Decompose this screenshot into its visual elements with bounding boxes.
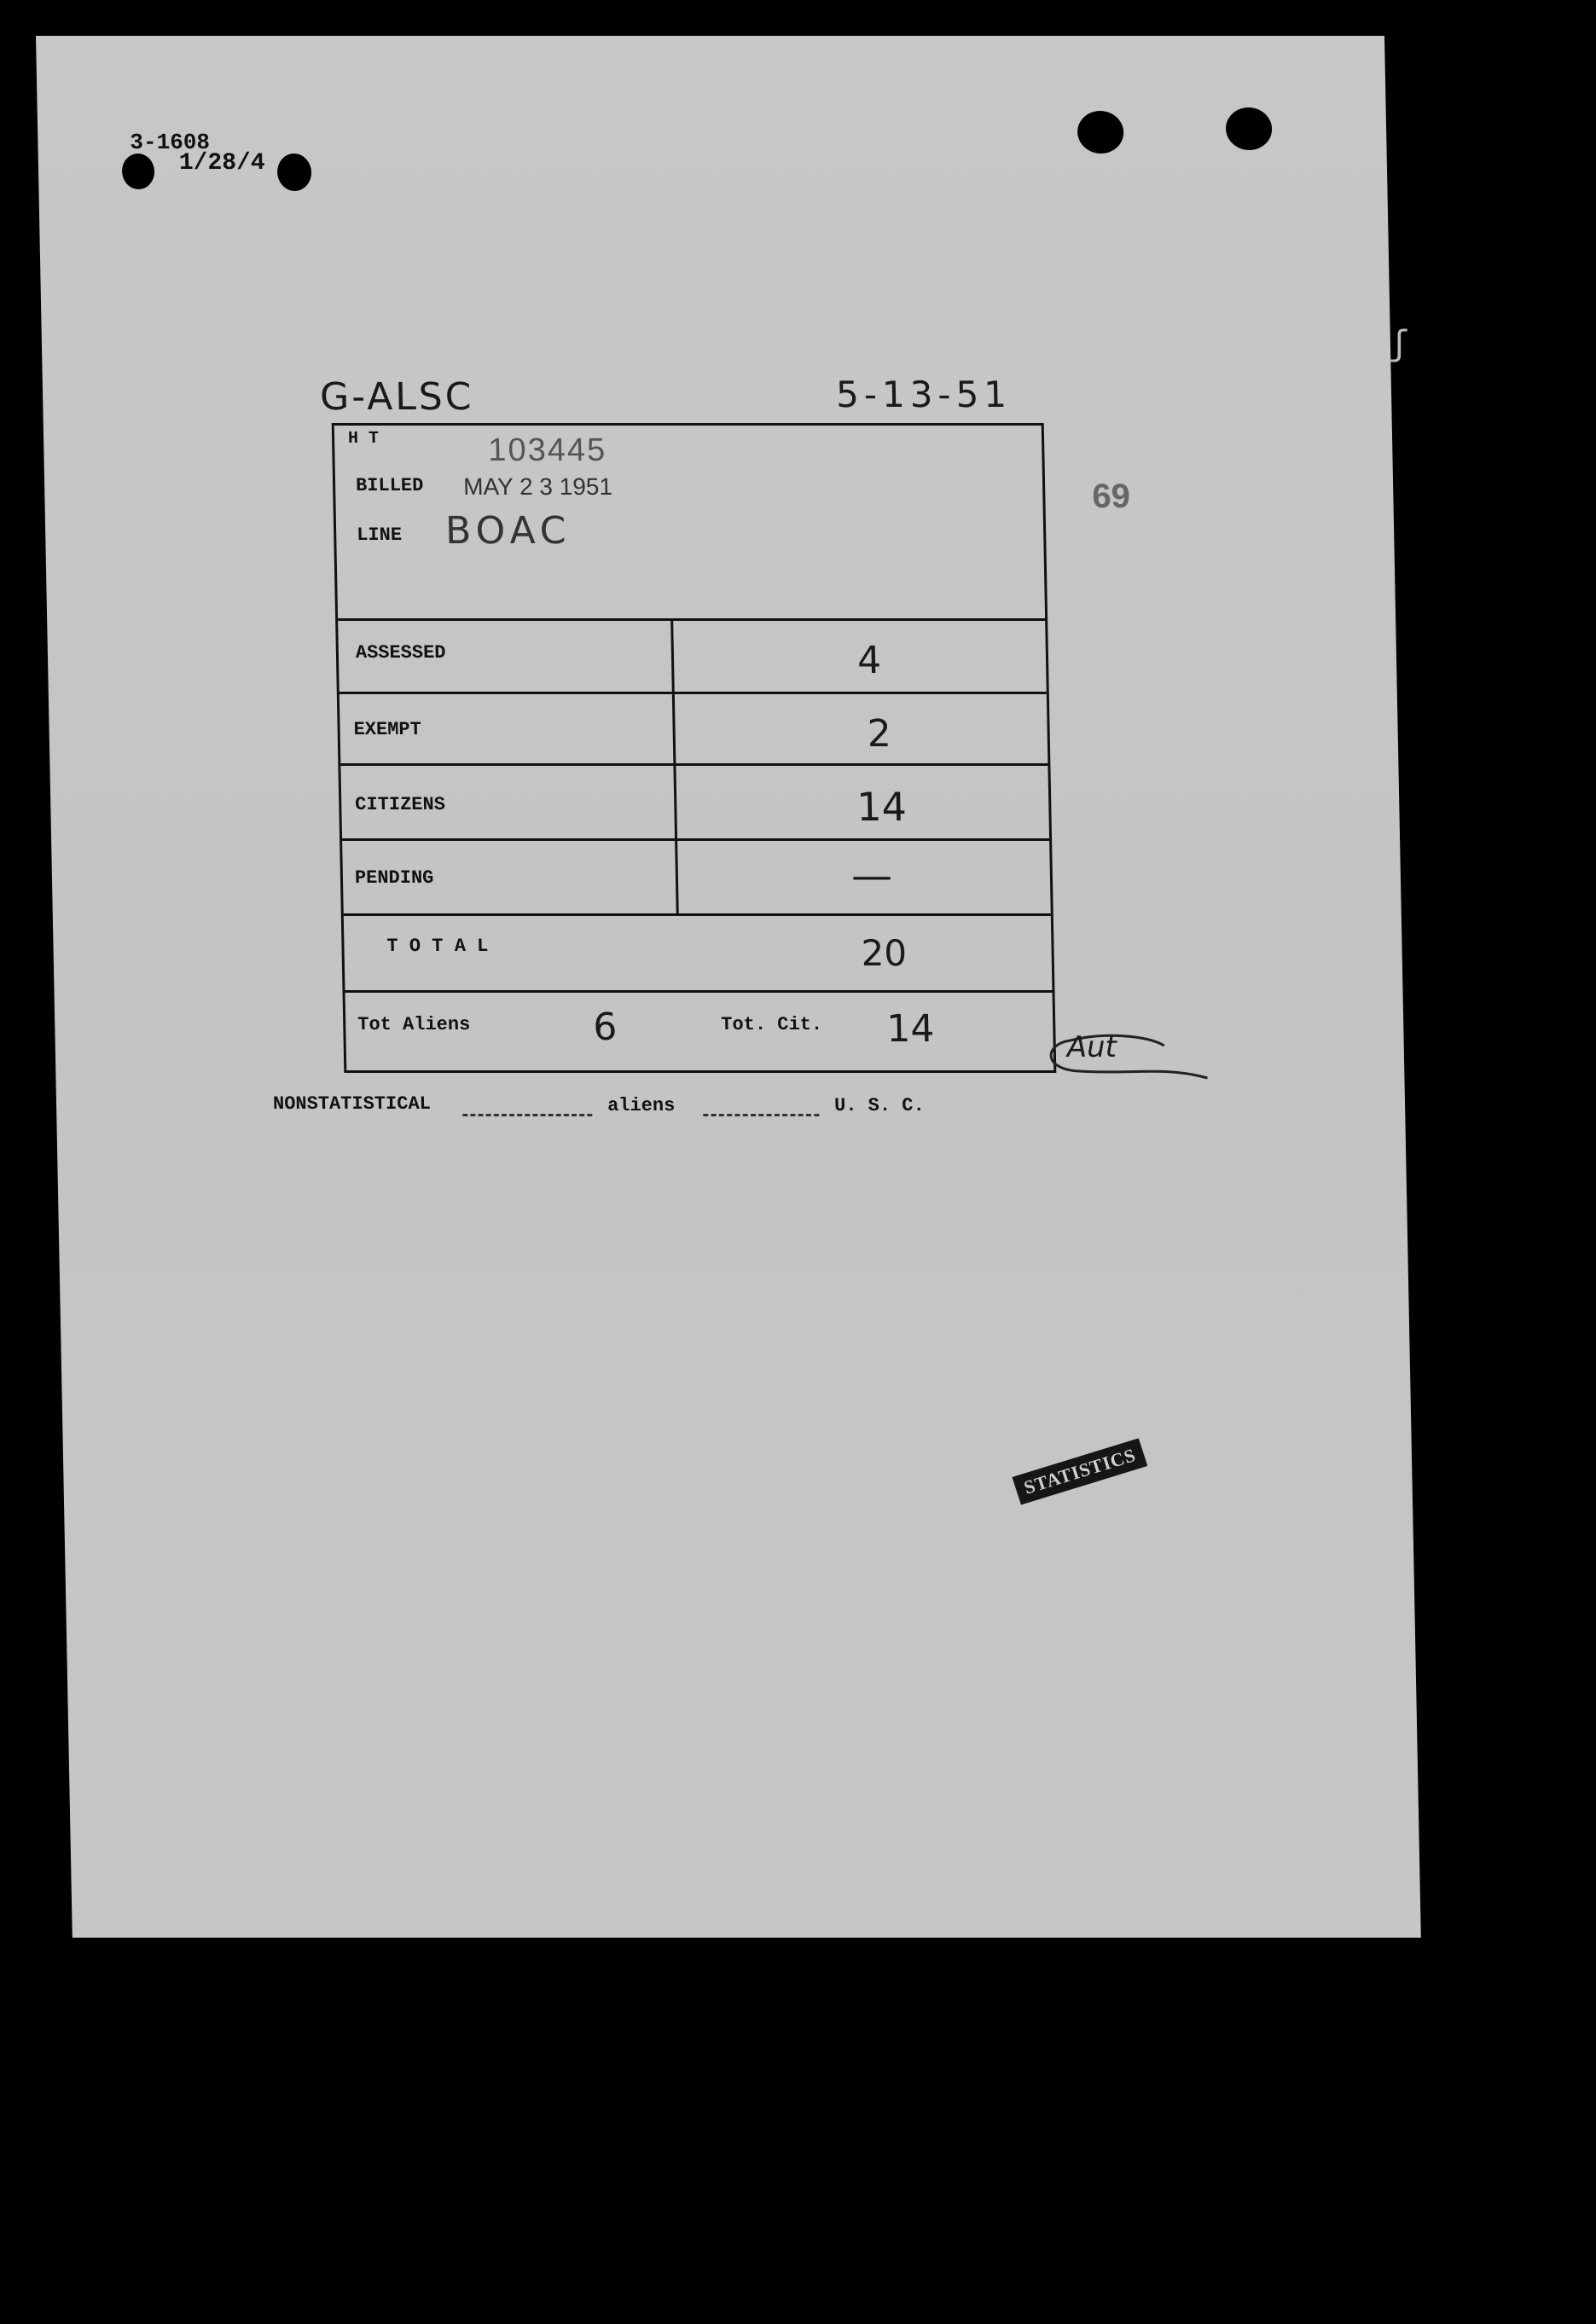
nonstatistical-blank <box>462 1114 592 1116</box>
total-label: T O T A L <box>386 936 489 957</box>
row-value-assessed: 4 <box>856 639 882 682</box>
handwritten-date: 5-13-51 <box>835 374 1013 415</box>
tot-aliens-label: Tot Aliens <box>357 1014 471 1035</box>
punch-hole-left <box>122 154 155 189</box>
row-label-assessed: ASSESSED <box>355 642 446 664</box>
statistics-stamp: STATISTICS <box>1012 1438 1147 1504</box>
side-mark: 69 <box>1091 478 1131 515</box>
billed-date: MAY 2 3 1951 <box>462 473 613 500</box>
row-value-citizens: 14 <box>856 784 908 830</box>
initials-text: Aut <box>1066 1030 1117 1064</box>
aircraft-registration: G-ALSC <box>319 375 474 419</box>
form-divider-2 <box>340 763 1048 766</box>
line-value: BOAC <box>444 509 572 553</box>
reference-date: 1/28/4 <box>178 150 265 177</box>
usc-label: U. S. C. <box>833 1095 925 1116</box>
form-divider-3 <box>342 838 1049 841</box>
line-label: LINE <box>357 524 403 546</box>
nonstatistical-label: NONSTATISTICAL <box>272 1093 432 1115</box>
initials-oval-icon <box>1036 1023 1216 1085</box>
statistics-form <box>332 423 1057 1073</box>
aliens-blank <box>703 1114 819 1116</box>
row-label-exempt: EXEMPT <box>353 719 422 740</box>
nonstatistical-aliens-label: aliens <box>606 1095 676 1116</box>
row-label-pending: PENDING <box>354 867 434 889</box>
ht-number: 103445 <box>487 432 607 468</box>
form-divider-1 <box>340 692 1047 694</box>
ht-label: H T <box>347 429 380 449</box>
row-value-pending: — <box>850 852 893 900</box>
edge-mark-right: ʃ <box>1389 324 1410 363</box>
row-value-exempt: 2 <box>867 712 892 756</box>
reference-number: 3-1608 <box>130 130 211 155</box>
form-divider-5 <box>345 990 1052 993</box>
form-divider-4 <box>344 913 1051 916</box>
form-column-divider <box>670 618 679 913</box>
tot-aliens-value: 6 <box>592 1006 618 1049</box>
document-page <box>36 36 1421 1938</box>
punch-hole-left-2 <box>277 154 312 191</box>
billed-label: BILLED <box>355 475 424 496</box>
initials-mark <box>1036 1023 1216 1088</box>
tot-cit-value: 14 <box>885 1007 935 1051</box>
form-divider-header <box>338 618 1045 621</box>
punch-hole-right-2 <box>1226 107 1273 150</box>
tot-cit-label: Tot. Cit. <box>721 1014 823 1035</box>
punch-hole-right-1 <box>1077 111 1124 154</box>
total-value: 20 <box>861 932 908 974</box>
row-label-citizens: CITIZENS <box>355 794 446 815</box>
